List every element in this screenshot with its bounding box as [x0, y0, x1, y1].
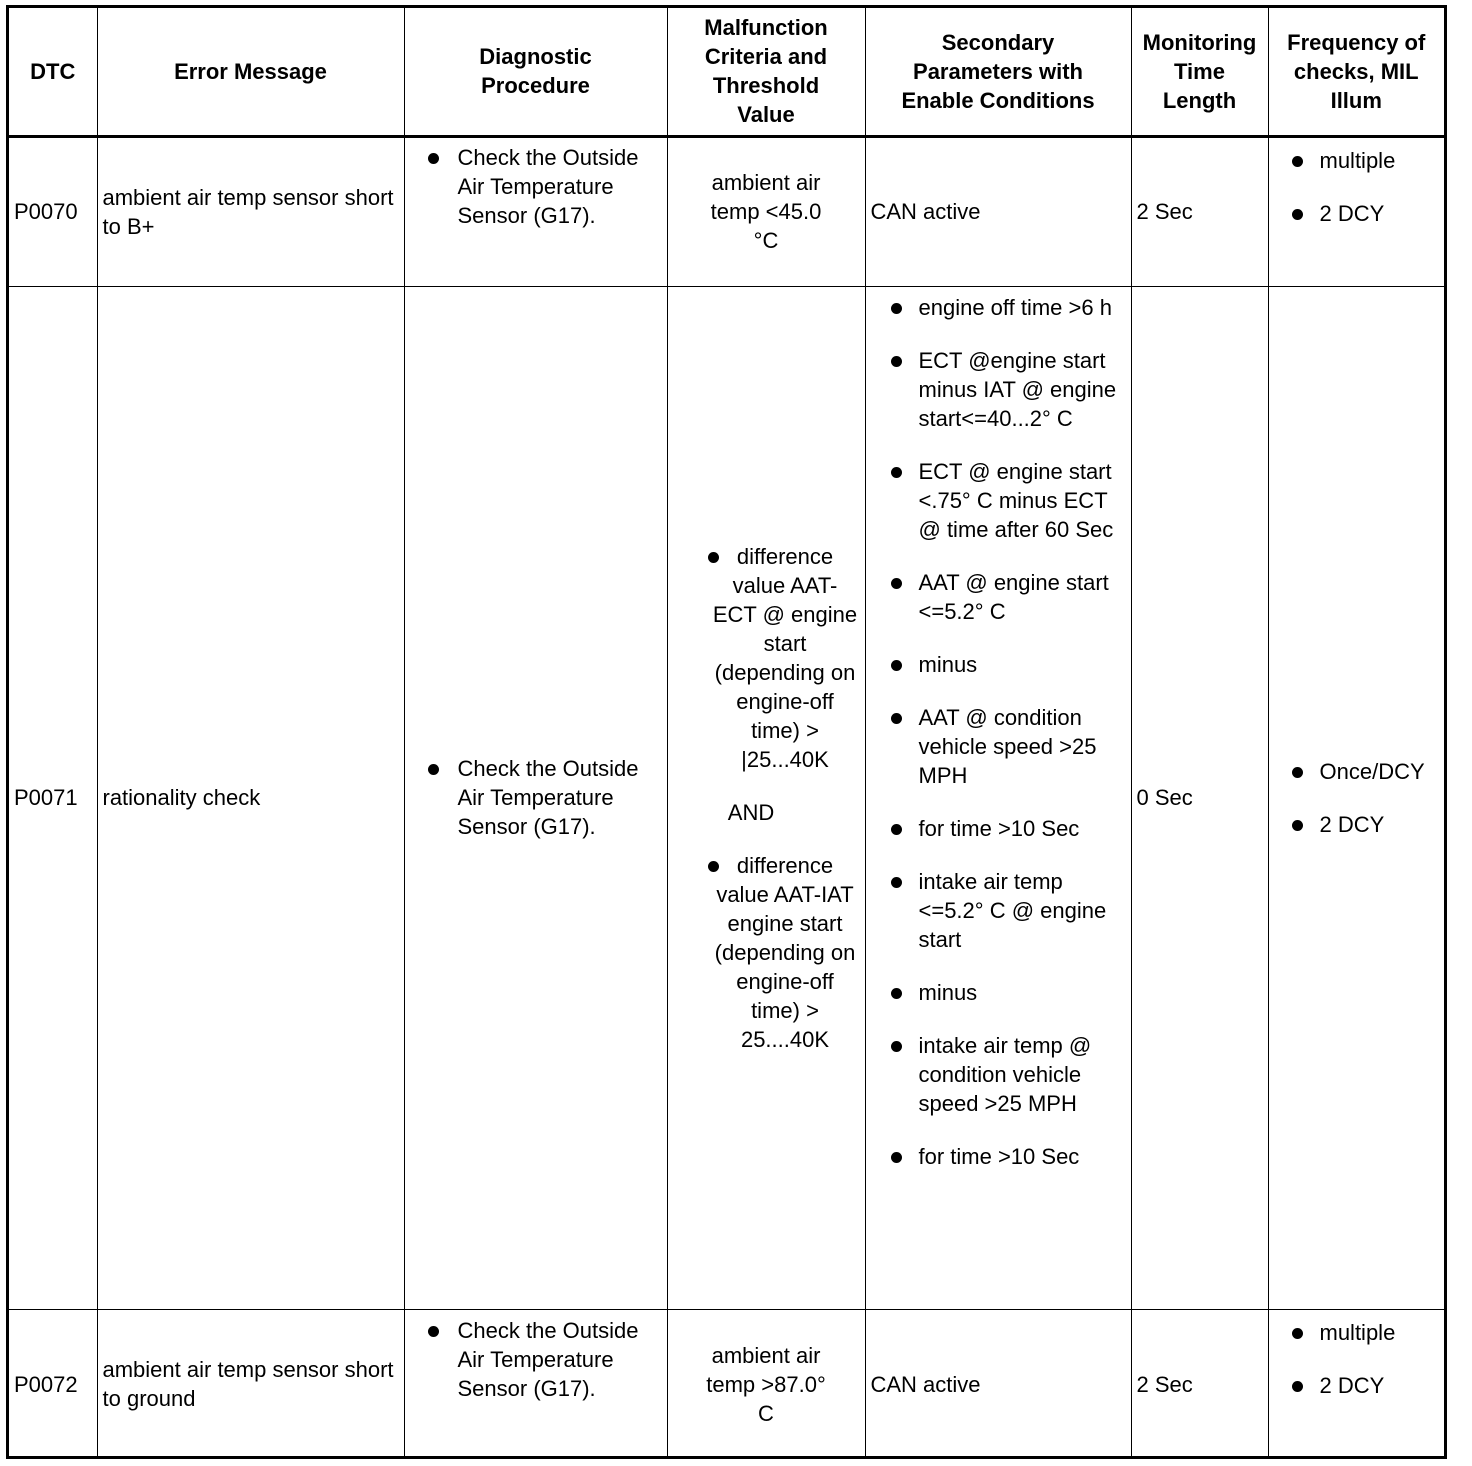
secondary-item: for time >10 Sec	[871, 1142, 1127, 1171]
procedure-list	[410, 754, 662, 841]
criteria-list	[672, 851, 861, 1054]
dtc-table	[9, 8, 1444, 1459]
header-row	[9, 8, 1444, 136]
error-message: ambient air temp sensor short to ground	[97, 1309, 404, 1459]
malfunction-criteria	[667, 286, 865, 1309]
frequency-checks	[1268, 286, 1444, 1309]
monitoring-time: 0 Sec	[1131, 286, 1268, 1309]
procedure-list	[410, 143, 662, 230]
secondary-item: minus	[871, 978, 1127, 1007]
frequency-item: multiple	[1274, 1318, 1440, 1347]
dtc-code: P0070	[9, 136, 97, 286]
secondary-item: AAT @ engine start <=5.2° C	[871, 568, 1127, 626]
procedure-item: Check the Outside Air Temperature Sensor (G17).	[410, 143, 662, 230]
frequency-checks	[1268, 136, 1444, 286]
secondary-item: intake air temp <=5.2° C @ engine start	[871, 867, 1127, 954]
criteria-item: difference value AAT-ECT @ engine start (depending on engine-off time) > |25...40K	[672, 542, 861, 774]
diagnostic-procedure	[404, 136, 667, 286]
monitoring-time: 2 Sec	[1131, 1309, 1268, 1459]
secondary-item: AAT @ condition vehicle speed >25 MPH	[871, 703, 1127, 790]
frequency-list	[1274, 146, 1440, 228]
secondary-item: for time >10 Sec	[871, 814, 1127, 843]
header-procedure: Diagnostic Procedure	[404, 8, 667, 136]
criteria-item: difference value AAT-IAT engine start (depending on engine-off time) > 25....40K	[672, 851, 861, 1054]
error-message: rationality check	[97, 286, 404, 1309]
secondary-parameters: CAN active	[865, 136, 1131, 286]
procedure-list	[410, 1316, 662, 1403]
header-frequency: Frequency of checks, MIL Illum	[1268, 8, 1444, 136]
frequency-item: 2 DCY	[1274, 1371, 1440, 1400]
secondary-list	[871, 293, 1127, 1171]
error-message: ambient air temp sensor short to B+	[97, 136, 404, 286]
dtc-code: P0071	[9, 286, 97, 1309]
malfunction-criteria: ambient air temp <45.0 °C	[667, 136, 865, 286]
frequency-list	[1274, 757, 1443, 839]
secondary-parameters	[865, 286, 1131, 1309]
secondary-item: ECT @engine start minus IAT @ engine start<=40...2° C	[871, 346, 1127, 433]
header-monitoring: Monitoring Time Length	[1131, 8, 1268, 136]
monitoring-time: 2 Sec	[1131, 136, 1268, 286]
dtc-table-frame	[6, 5, 1447, 1459]
frequency-item: multiple	[1274, 146, 1440, 175]
dtc-code: P0072	[9, 1309, 97, 1459]
secondary-item: intake air temp @ condition vehicle speed >25 MPH	[871, 1031, 1127, 1118]
frequency-list	[1274, 1318, 1440, 1400]
procedure-item: Check the Outside Air Temperature Sensor (G17).	[410, 754, 662, 841]
diagnostic-procedure	[404, 286, 667, 1309]
table-row	[9, 1309, 1444, 1459]
header-criteria: Malfunction Criteria and Threshold Value	[667, 8, 865, 136]
secondary-item: ECT @ engine start <.75° C minus ECT @ time after 60 Sec	[871, 457, 1127, 544]
table-row	[9, 286, 1444, 1309]
frequency-checks	[1268, 1309, 1444, 1459]
header-secondary: Secondary Parameters with Enable Conditions	[865, 8, 1131, 136]
malfunction-criteria: ambient air temp >87.0° C	[667, 1309, 865, 1459]
frequency-item: 2 DCY	[1274, 810, 1443, 839]
table-row	[9, 136, 1444, 286]
criteria-join: AND	[727, 799, 775, 825]
frequency-item: Once/DCY	[1274, 757, 1443, 786]
secondary-parameters: CAN active	[865, 1309, 1131, 1459]
procedure-item: Check the Outside Air Temperature Sensor (G17).	[410, 1316, 662, 1403]
criteria-list	[672, 542, 861, 774]
secondary-item: minus	[871, 650, 1127, 679]
header-error-message: Error Message	[97, 8, 404, 136]
frequency-item: 2 DCY	[1274, 199, 1440, 228]
header-dtc: DTC	[9, 8, 97, 136]
secondary-item: engine off time >6 h	[871, 293, 1127, 322]
diagnostic-procedure	[404, 1309, 667, 1459]
